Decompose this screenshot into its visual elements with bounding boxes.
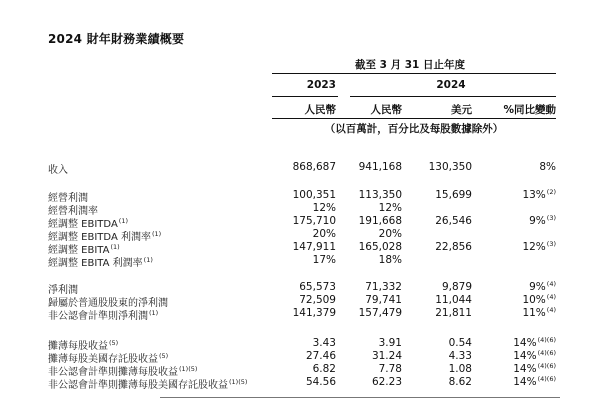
year-2024-header: 2024 [436, 79, 466, 91]
value-2024-usd-text: 8.62 [448, 376, 472, 388]
value-2024-usd [420, 281, 472, 293]
value-2023-rmb [272, 215, 336, 227]
value-2024-rmb [340, 161, 402, 173]
footnote-ref: (1) [149, 308, 159, 317]
value-yoy-change [480, 215, 556, 227]
row-label-text: 非公認會計準則淨利潤 [48, 311, 148, 322]
value-yoy-change [480, 161, 556, 173]
row-label-text: 經調整 EBITA [48, 245, 110, 256]
footnote-ref: (4)(6) [537, 374, 556, 383]
value-2024-usd-text: 15,699 [435, 189, 472, 201]
value-2024-rmb-text: 20% [378, 228, 402, 240]
value-yoy-change [480, 337, 556, 349]
value-2024-rmb-text: 79,741 [365, 294, 402, 306]
value-2023-rmb-text: 3.43 [312, 337, 336, 349]
value-2023-rmb [272, 350, 336, 362]
value-2024-rmb [340, 337, 402, 349]
value-2024-usd-text: 22,856 [435, 241, 472, 253]
footnote-ref: (1) [118, 216, 128, 225]
value-yoy-change-text: 11% [522, 307, 546, 319]
col-rmb-2024-header: 人民幣 [370, 104, 402, 116]
year-2024-underline [350, 96, 556, 97]
value-2024-usd [420, 376, 472, 388]
value-2023-rmb [272, 228, 336, 240]
row-label [48, 307, 158, 322]
value-2023-rmb-text: 17% [312, 254, 336, 266]
footnote-ref: (1)(5) [179, 364, 198, 373]
value-2023-rmb [272, 281, 336, 293]
value-yoy-change-text: 9% [529, 281, 546, 293]
value-2024-usd-text: 26,546 [435, 215, 472, 227]
value-2024-rmb [340, 307, 402, 319]
value-yoy-change-text: 12% [522, 241, 546, 253]
footnote-ref: (4)(6) [537, 335, 556, 344]
value-2023-rmb [272, 202, 336, 214]
value-2024-usd [420, 337, 472, 349]
value-yoy-change-text: 13% [522, 189, 546, 201]
value-2023-rmb-text: 147,911 [292, 241, 336, 253]
value-2024-rmb-text: 191,668 [358, 215, 402, 227]
value-2024-rmb [340, 363, 402, 375]
value-yoy-change [480, 363, 556, 375]
row-label [48, 376, 247, 391]
value-2023-rmb-text: 6.82 [312, 363, 336, 375]
value-yoy-change-text: 8% [539, 161, 556, 173]
value-2023-rmb-text: 141,379 [292, 307, 336, 319]
value-yoy-change [480, 189, 556, 201]
value-2024-rmb-text: 941,168 [358, 161, 402, 173]
value-2024-rmb [340, 254, 402, 266]
row-label-text: 攤薄每股收益 [48, 341, 108, 352]
footnote-ref: (3) [546, 213, 556, 222]
value-2024-usd [420, 189, 472, 201]
footnote-ref: (2) [546, 187, 556, 196]
period-underline [272, 73, 556, 74]
footnote-ref: (1) [110, 242, 120, 251]
value-2023-rmb [272, 294, 336, 306]
value-2024-rmb [340, 215, 402, 227]
col-rmb-2023-header: 人民幣 [304, 104, 336, 116]
footnote-ref: (5) [159, 351, 169, 360]
footnote-ref: (4) [546, 279, 556, 288]
value-2023-rmb-text: 868,687 [292, 161, 336, 173]
footnote-ref: (4)(6) [537, 361, 556, 370]
footnote-ref: (1) [143, 255, 153, 264]
value-2024-usd-text: 1.08 [448, 363, 472, 375]
value-2024-usd-text: 11,044 [435, 294, 472, 306]
row-label-text: 經調整 EBITDA [48, 219, 118, 230]
row-label-text: 經營利潤 [48, 193, 88, 204]
value-2023-rmb-text: 27.46 [305, 350, 336, 362]
year-2023-header: 2023 [306, 79, 336, 91]
value-2024-usd [420, 161, 472, 173]
value-2023-rmb-text: 175,710 [292, 215, 336, 227]
value-2024-usd-text: 4.33 [448, 350, 472, 362]
value-2023-rmb-text: 54.56 [305, 376, 336, 388]
value-yoy-change [480, 350, 556, 362]
footnote-ref: (1)(5) [229, 377, 248, 386]
value-yoy-change [480, 376, 556, 388]
value-yoy-change [480, 241, 556, 253]
value-2024-usd-text: 0.54 [448, 337, 472, 349]
table-bottom-rule [160, 397, 560, 398]
value-2023-rmb [272, 241, 336, 253]
row-label-text: 經調整 EBITDA 利潤率 [48, 232, 151, 243]
page-title: 2024 財年財務業績概要 [48, 32, 185, 46]
period-header: 截至 3 月 31 日止年度 [354, 59, 466, 71]
footnote-ref: (3) [546, 239, 556, 248]
value-2024-rmb [340, 350, 402, 362]
value-2024-usd [420, 215, 472, 227]
value-2023-rmb-text: 72,509 [299, 294, 336, 306]
value-2024-rmb [340, 281, 402, 293]
value-2024-rmb-text: 31.24 [371, 350, 402, 362]
value-2023-rmb [272, 254, 336, 266]
footnote-ref: (4) [546, 305, 556, 314]
value-2024-rmb-text: 18% [378, 254, 402, 266]
value-yoy-change-text: 14% [513, 376, 537, 388]
value-2024-rmb [340, 202, 402, 214]
value-2023-rmb-text: 12% [312, 202, 336, 214]
value-2023-rmb [272, 337, 336, 349]
row-label-text: 歸屬於普通股股東的淨利潤 [48, 298, 168, 309]
value-yoy-change-text: 9% [529, 215, 546, 227]
row-label-text: 經營利潤率 [48, 206, 98, 217]
value-2024-usd [420, 363, 472, 375]
col-usd-header: 美元 [451, 104, 472, 116]
value-2024-usd [420, 307, 472, 319]
value-yoy-change-text: 14% [513, 363, 537, 375]
value-yoy-change [480, 294, 556, 306]
row-label-text: 非公認會計準則攤薄每股美國存託股收益 [48, 380, 228, 391]
value-2024-rmb-text: 12% [378, 202, 402, 214]
value-2024-rmb-text: 62.23 [371, 376, 402, 388]
value-yoy-change [480, 307, 556, 319]
value-2024-rmb [340, 294, 402, 306]
footnote-ref: (1) [151, 229, 162, 238]
value-2024-rmb [340, 376, 402, 388]
value-2024-rmb-text: 7.78 [378, 363, 402, 375]
value-2023-rmb [272, 161, 336, 173]
value-2024-rmb-text: 157,479 [358, 307, 402, 319]
row-label-text: 淨利潤 [48, 285, 78, 296]
value-yoy-change [480, 281, 556, 293]
value-2024-usd-text: 130,350 [428, 161, 472, 173]
columns-underline [272, 118, 556, 119]
row-label [48, 161, 68, 176]
value-2023-rmb [272, 189, 336, 201]
row-label-text: 收入 [48, 165, 68, 176]
value-2024-rmb-text: 3.91 [378, 337, 402, 349]
value-2024-usd-text: 21,811 [435, 307, 472, 319]
value-2023-rmb-text: 20% [312, 228, 336, 240]
value-2024-rmb [340, 189, 402, 201]
value-2024-usd-text: 9,879 [441, 281, 472, 293]
footnote-ref: (5) [109, 338, 119, 347]
year-2023-underline [272, 96, 338, 97]
col-yoy-header: %同比變動 [503, 104, 556, 116]
value-2024-rmb-text: 165,028 [358, 241, 402, 253]
row-label-text: 攤薄每股美國存託股收益 [48, 354, 158, 365]
value-2024-rmb-text: 71,332 [365, 281, 402, 293]
row-label [48, 254, 153, 269]
value-2024-usd [420, 350, 472, 362]
footnote-ref: (4) [546, 292, 556, 301]
value-2024-rmb [340, 241, 402, 253]
value-2023-rmb [272, 363, 336, 375]
row-label-text: 非公認會計準則攤薄每股收益 [48, 367, 178, 378]
value-yoy-change-text: 10% [522, 294, 546, 306]
value-2023-rmb-text: 65,573 [299, 281, 336, 293]
value-2024-usd [420, 241, 472, 253]
value-2024-rmb [340, 228, 402, 240]
value-yoy-change-text: 14% [513, 337, 537, 349]
footnote-ref: (4)(6) [537, 348, 556, 357]
row-label-text: 經調整 EBITA 利潤率 [48, 258, 143, 269]
units-note: （以百萬計，百分比及每股數據除外） [324, 123, 504, 135]
value-yoy-change-text: 14% [513, 350, 537, 362]
value-2023-rmb [272, 307, 336, 319]
value-2023-rmb-text: 100,351 [292, 189, 336, 201]
value-2023-rmb [272, 376, 336, 388]
value-2024-usd [420, 294, 472, 306]
value-2024-rmb-text: 113,350 [358, 189, 402, 201]
